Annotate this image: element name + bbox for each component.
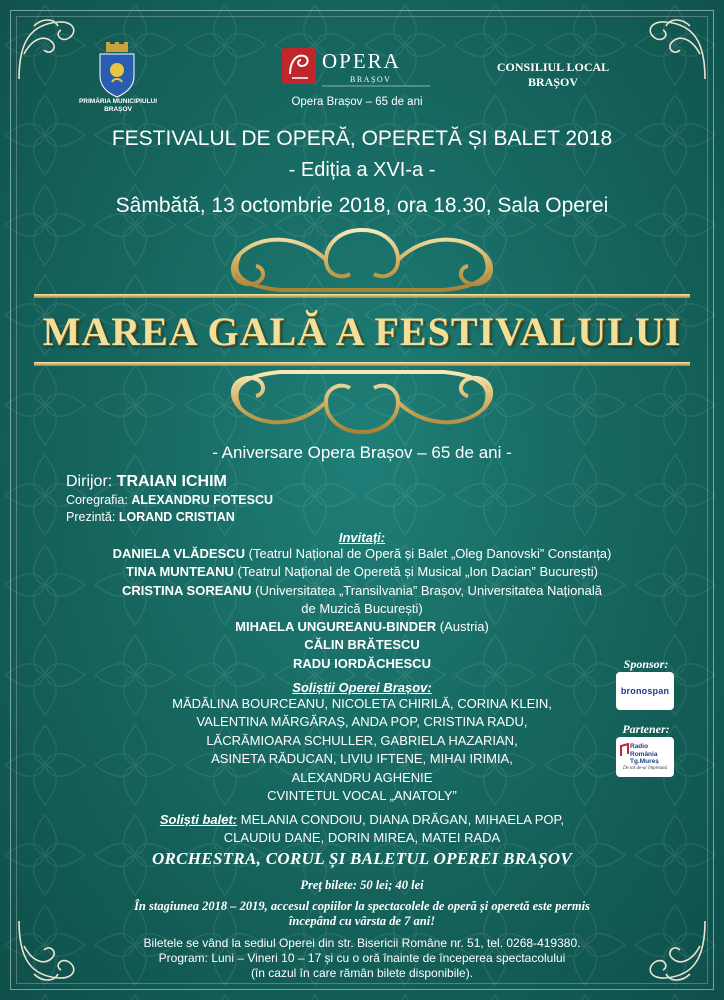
radio-mark-icon <box>620 743 629 757</box>
list-item: ASINETA RĂDUCAN, LIVIU IFTENE, MIHAI IRIMIA, <box>211 751 513 767</box>
host-name: LORAND CRISTIAN <box>118 510 235 524</box>
list-item: CĂLIN BRĂTESCU <box>304 637 420 653</box>
list-item: LĂCRĂMIOARA SCHULLER, GABRIELA HAZARIAN, <box>206 732 518 748</box>
city-crest-icon <box>94 42 140 98</box>
host-label: Prezintă: <box>66 510 116 524</box>
list-item: VALENTINA MĂRGĂRAȘ, ANDA POP, CRISTINA RADU, <box>196 714 528 730</box>
list-item: de Muzică București) <box>301 600 423 616</box>
soloists-title: Soliștii Operei Brașov: <box>292 680 432 695</box>
orchestra-line: ORCHESTRA, CORUL ȘI BALETUL OPEREI BRAȘOV <box>151 849 573 868</box>
soloists-list <box>40 695 684 805</box>
list-item: CVINTETUL VOCAL „ANATOLY” <box>267 788 457 804</box>
conductor-row <box>66 472 273 492</box>
opera-logo <box>282 44 432 88</box>
ballet-soloists <box>40 811 684 848</box>
list-item: DANIELA VLĂDESCU (Teatrul Național de Operă și Balet „Oleg Danovski” Constanța) <box>112 546 612 561</box>
partner-name: Radio România Tg.Mureș <box>630 743 659 765</box>
list-item: ALEXANDRU AGHENIE <box>291 769 433 785</box>
choreo-label: Coregrafia: <box>66 493 128 507</box>
list-item: Soliști balet: MELANIA CONDOIU, DIANA DRĂGAN, MIHAELA POP, <box>159 812 565 827</box>
host-row <box>66 509 273 526</box>
sponsor-label: Sponsor: <box>623 657 669 671</box>
ballet-label: Soliști balet: <box>159 812 238 827</box>
list-item: RADU IORDĂCHESCU <box>293 655 431 671</box>
ticket-price: Preț bilete: 50 lei; 40 lei <box>300 878 424 892</box>
choreo-name: ALEXANDRU FOTESCU <box>131 493 273 507</box>
opera-subtitle: Opera Brașov – 65 de ani <box>291 96 423 108</box>
anniversary-line: - Aniversare Opera Brașov – 65 de ani - <box>212 443 512 462</box>
sponsor-name: bronospan <box>620 686 670 696</box>
list-item: CRISTINA SOREANU (Universitatea „Transilvania” Brașov, Universitatea Națională <box>122 582 602 598</box>
opera-logo-city: BRAȘOV <box>350 75 392 84</box>
event-date: Sâmbătă, 13 octombrie 2018, ora 18.30, Sala Operei <box>115 194 609 217</box>
conductor-name: TRAIAN ICHIM <box>116 473 227 490</box>
council-name: CONSILIUL LOCAL BRAȘOV <box>496 60 610 89</box>
conductor-label: Dirijor: <box>66 473 113 490</box>
list-item: CLAUDIU DANE, DORIN MIREA, MATEI RADA <box>223 830 501 846</box>
opera-logo-text: OPERA <box>322 49 401 73</box>
header <box>0 38 724 118</box>
sponsor-logo <box>616 672 674 710</box>
festival-edition: - Ediția a XVI-a - <box>288 159 436 181</box>
partner-logo <box>616 737 674 777</box>
guests-title: Invitați: <box>338 530 386 545</box>
choreo-row <box>66 492 273 509</box>
list-item: MIHAELA UNGUREANU-BINDER (Austria) <box>235 619 489 635</box>
partner-label: Partener: <box>622 722 670 736</box>
list-item: MĂDĂLINA BOURCEANU, NICOLETA CHIRILĂ, CORINA KLEIN, <box>172 696 552 711</box>
gala-title: MAREA GALĂ A FESTIVALULUI <box>42 309 682 354</box>
festival-title: FESTIVALUL DE OPERĂ, OPERETĂ ȘI BALET 2018 <box>111 127 613 150</box>
season-notice: În stagiunea 2018 – 2019, accesul copiilor la spectacolele de operă și operetă este permis începând cu vârsta de 7 ani! <box>134 899 590 928</box>
guests-list <box>40 545 684 673</box>
partner-slogan: De tot de-ai împreună <box>622 766 668 771</box>
crest-label: PRIMĂRIA MUNICIPIULUI BRAȘOV <box>78 98 158 113</box>
ticket-info: Biletele se vând la sediul Operei din str. Bisericii Române nr. 51, tel. 0268-419380. Program: Luni – Vineri 10 – 17 și cu o oră înainte de începerea spectacolului (în cazul în care rămân bilete disponibile). <box>143 936 581 980</box>
list-item: TINA MUNTEANU (Teatrul Național de Operetă și Musical „Ion Dacian” București) <box>126 564 598 580</box>
credits <box>66 472 273 526</box>
